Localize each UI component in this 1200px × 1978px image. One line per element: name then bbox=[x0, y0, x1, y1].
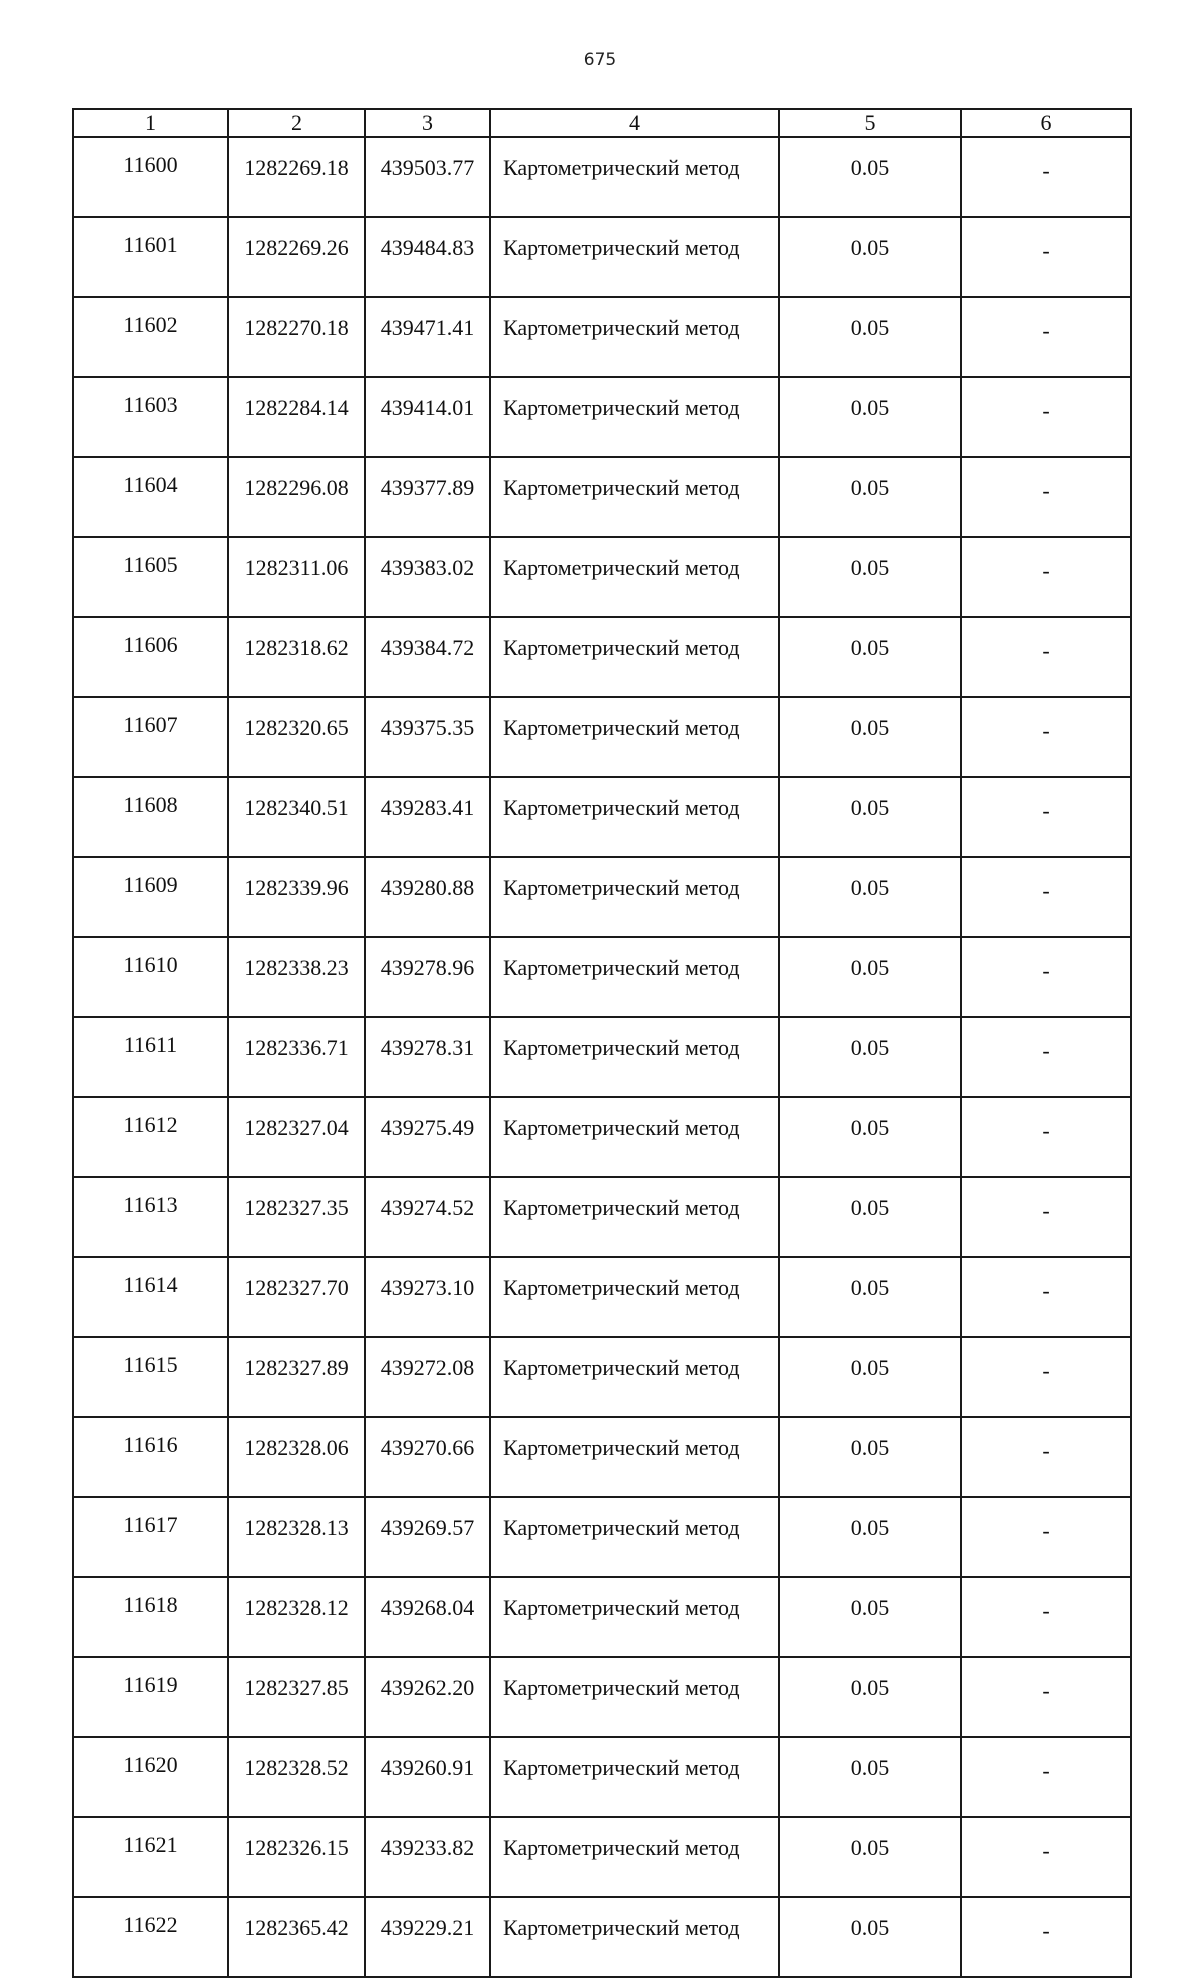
x-coordinate-cell: 1282270.18 bbox=[228, 297, 365, 377]
point-number-cell: 11618 bbox=[73, 1577, 228, 1657]
y-coordinate-cell: 439377.89 bbox=[365, 457, 490, 537]
point-number-cell: 11617 bbox=[73, 1497, 228, 1577]
point-number-cell: 11604 bbox=[73, 457, 228, 537]
table-row bbox=[73, 1097, 1131, 1177]
table-row bbox=[73, 1017, 1131, 1097]
y-coordinate-cell: 439280.88 bbox=[365, 857, 490, 937]
method-cell: Картометрический метод bbox=[490, 1257, 779, 1337]
y-coordinate-cell: 439278.96 bbox=[365, 937, 490, 1017]
method-cell: Картометрический метод bbox=[490, 217, 779, 297]
note-cell: - bbox=[961, 1337, 1131, 1417]
note-cell: - bbox=[961, 1257, 1131, 1337]
note-cell: - bbox=[961, 1177, 1131, 1257]
method-cell: Картометрический метод bbox=[490, 537, 779, 617]
note-cell: - bbox=[961, 1897, 1131, 1977]
x-coordinate-cell: 1282318.62 bbox=[228, 617, 365, 697]
table-row bbox=[73, 777, 1131, 857]
note-cell: - bbox=[961, 537, 1131, 617]
table-row bbox=[73, 937, 1131, 1017]
y-coordinate-cell: 439283.41 bbox=[365, 777, 490, 857]
table-row bbox=[73, 697, 1131, 777]
error-cell: 0.05 bbox=[779, 1657, 961, 1737]
method-cell: Картометрический метод bbox=[490, 457, 779, 537]
table-row bbox=[73, 537, 1131, 617]
x-coordinate-cell: 1282311.06 bbox=[228, 537, 365, 617]
x-coordinate-cell: 1282269.26 bbox=[228, 217, 365, 297]
coordinates-table bbox=[72, 108, 1132, 1978]
note-cell: - bbox=[961, 857, 1131, 937]
header-col-6: 6 bbox=[961, 109, 1131, 137]
method-cell: Картометрический метод bbox=[490, 137, 779, 217]
point-number-cell: 11603 bbox=[73, 377, 228, 457]
x-coordinate-cell: 1282320.65 bbox=[228, 697, 365, 777]
x-coordinate-cell: 1282340.51 bbox=[228, 777, 365, 857]
point-number-cell: 11608 bbox=[73, 777, 228, 857]
note-cell: - bbox=[961, 1817, 1131, 1897]
header-col-4: 4 bbox=[490, 109, 779, 137]
x-coordinate-cell: 1282365.42 bbox=[228, 1897, 365, 1977]
note-cell: - bbox=[961, 937, 1131, 1017]
error-cell: 0.05 bbox=[779, 1417, 961, 1497]
y-coordinate-cell: 439273.10 bbox=[365, 1257, 490, 1337]
method-cell: Картометрический метод bbox=[490, 297, 779, 377]
error-cell: 0.05 bbox=[779, 1177, 961, 1257]
point-number-cell: 11601 bbox=[73, 217, 228, 297]
point-number-cell: 11605 bbox=[73, 537, 228, 617]
table-row bbox=[73, 377, 1131, 457]
method-cell: Картометрический метод bbox=[490, 617, 779, 697]
point-number-cell: 11616 bbox=[73, 1417, 228, 1497]
note-cell: - bbox=[961, 1097, 1131, 1177]
y-coordinate-cell: 439275.49 bbox=[365, 1097, 490, 1177]
error-cell: 0.05 bbox=[779, 537, 961, 617]
table-row bbox=[73, 457, 1131, 537]
note-cell: - bbox=[961, 377, 1131, 457]
y-coordinate-cell: 439272.08 bbox=[365, 1337, 490, 1417]
error-cell: 0.05 bbox=[779, 1257, 961, 1337]
table-row bbox=[73, 1257, 1131, 1337]
point-number-cell: 11619 bbox=[73, 1657, 228, 1737]
table-row bbox=[73, 1497, 1131, 1577]
error-cell: 0.05 bbox=[779, 1097, 961, 1177]
y-coordinate-cell: 439383.02 bbox=[365, 537, 490, 617]
table-row bbox=[73, 1577, 1131, 1657]
method-cell: Картометрический метод bbox=[490, 1097, 779, 1177]
method-cell: Картометрический метод bbox=[490, 1577, 779, 1657]
point-number-cell: 11613 bbox=[73, 1177, 228, 1257]
point-number-cell: 11614 bbox=[73, 1257, 228, 1337]
note-cell: - bbox=[961, 297, 1131, 377]
error-cell: 0.05 bbox=[779, 1577, 961, 1657]
x-coordinate-cell: 1282328.13 bbox=[228, 1497, 365, 1577]
x-coordinate-cell: 1282336.71 bbox=[228, 1017, 365, 1097]
point-number-cell: 11622 bbox=[73, 1897, 228, 1977]
note-cell: - bbox=[961, 1017, 1131, 1097]
point-number-cell: 11621 bbox=[73, 1817, 228, 1897]
point-number-cell: 11610 bbox=[73, 937, 228, 1017]
x-coordinate-cell: 1282328.52 bbox=[228, 1737, 365, 1817]
error-cell: 0.05 bbox=[779, 377, 961, 457]
error-cell: 0.05 bbox=[779, 777, 961, 857]
note-cell: - bbox=[961, 1497, 1131, 1577]
header-col-5: 5 bbox=[779, 109, 961, 137]
point-number-cell: 11620 bbox=[73, 1737, 228, 1817]
error-cell: 0.05 bbox=[779, 1737, 961, 1817]
page-number: 675 bbox=[583, 50, 617, 70]
y-coordinate-cell: 439233.82 bbox=[365, 1817, 490, 1897]
y-coordinate-cell: 439274.52 bbox=[365, 1177, 490, 1257]
point-number-cell: 11611 bbox=[73, 1017, 228, 1097]
error-cell: 0.05 bbox=[779, 697, 961, 777]
error-cell: 0.05 bbox=[779, 1337, 961, 1417]
table-row bbox=[73, 857, 1131, 937]
note-cell: - bbox=[961, 1577, 1131, 1657]
method-cell: Картометрический метод bbox=[490, 1177, 779, 1257]
y-coordinate-cell: 439471.41 bbox=[365, 297, 490, 377]
y-coordinate-cell: 439270.66 bbox=[365, 1417, 490, 1497]
note-cell: - bbox=[961, 1737, 1131, 1817]
x-coordinate-cell: 1282327.89 bbox=[228, 1337, 365, 1417]
method-cell: Картометрический метод bbox=[490, 1337, 779, 1417]
method-cell: Картометрический метод bbox=[490, 377, 779, 457]
method-cell: Картометрический метод bbox=[490, 777, 779, 857]
note-cell: - bbox=[961, 777, 1131, 857]
table-body bbox=[73, 137, 1131, 1977]
header-col-2: 2 bbox=[228, 109, 365, 137]
point-number-cell: 11615 bbox=[73, 1337, 228, 1417]
note-cell: - bbox=[961, 217, 1131, 297]
method-cell: Картометрический метод bbox=[490, 1017, 779, 1097]
point-number-cell: 11606 bbox=[73, 617, 228, 697]
x-coordinate-cell: 1282326.15 bbox=[228, 1817, 365, 1897]
x-coordinate-cell: 1282339.96 bbox=[228, 857, 365, 937]
x-coordinate-cell: 1282328.06 bbox=[228, 1417, 365, 1497]
error-cell: 0.05 bbox=[779, 1497, 961, 1577]
x-coordinate-cell: 1282269.18 bbox=[228, 137, 365, 217]
table-row bbox=[73, 1817, 1131, 1897]
method-cell: Картометрический метод bbox=[490, 697, 779, 777]
note-cell: - bbox=[961, 1417, 1131, 1497]
note-cell: - bbox=[961, 697, 1131, 777]
table-row bbox=[73, 1897, 1131, 1977]
error-cell: 0.05 bbox=[779, 1897, 961, 1977]
table-row bbox=[73, 1737, 1131, 1817]
method-cell: Картометрический метод bbox=[490, 1417, 779, 1497]
y-coordinate-cell: 439268.04 bbox=[365, 1577, 490, 1657]
point-number-cell: 11607 bbox=[73, 697, 228, 777]
x-coordinate-cell: 1282327.85 bbox=[228, 1657, 365, 1737]
table-row bbox=[73, 217, 1131, 297]
method-cell: Картометрический метод bbox=[490, 1657, 779, 1737]
point-number-cell: 11609 bbox=[73, 857, 228, 937]
error-cell: 0.05 bbox=[779, 1817, 961, 1897]
y-coordinate-cell: 439262.20 bbox=[365, 1657, 490, 1737]
y-coordinate-cell: 439229.21 bbox=[365, 1897, 490, 1977]
method-cell: Картометрический метод bbox=[490, 1817, 779, 1897]
error-cell: 0.05 bbox=[779, 937, 961, 1017]
note-cell: - bbox=[961, 1657, 1131, 1737]
method-cell: Картометрический метод bbox=[490, 1737, 779, 1817]
y-coordinate-cell: 439375.35 bbox=[365, 697, 490, 777]
table-row bbox=[73, 137, 1131, 217]
header-col-3: 3 bbox=[365, 109, 490, 137]
x-coordinate-cell: 1282327.35 bbox=[228, 1177, 365, 1257]
method-cell: Картометрический метод bbox=[490, 937, 779, 1017]
method-cell: Картометрический метод bbox=[490, 1897, 779, 1977]
x-coordinate-cell: 1282327.70 bbox=[228, 1257, 365, 1337]
y-coordinate-cell: 439260.91 bbox=[365, 1737, 490, 1817]
method-cell: Картометрический метод bbox=[490, 857, 779, 937]
table-row bbox=[73, 1337, 1131, 1417]
header-col-1: 1 bbox=[73, 109, 228, 137]
note-cell: - bbox=[961, 617, 1131, 697]
table-row bbox=[73, 297, 1131, 377]
x-coordinate-cell: 1282284.14 bbox=[228, 377, 365, 457]
y-coordinate-cell: 439414.01 bbox=[365, 377, 490, 457]
point-number-cell: 11602 bbox=[73, 297, 228, 377]
error-cell: 0.05 bbox=[779, 457, 961, 537]
y-coordinate-cell: 439269.57 bbox=[365, 1497, 490, 1577]
note-cell: - bbox=[961, 457, 1131, 537]
y-coordinate-cell: 439384.72 bbox=[365, 617, 490, 697]
y-coordinate-cell: 439278.31 bbox=[365, 1017, 490, 1097]
error-cell: 0.05 bbox=[779, 137, 961, 217]
x-coordinate-cell: 1282296.08 bbox=[228, 457, 365, 537]
table-row bbox=[73, 1177, 1131, 1257]
point-number-cell: 11612 bbox=[73, 1097, 228, 1177]
point-number-cell: 11600 bbox=[73, 137, 228, 217]
method-cell: Картометрический метод bbox=[490, 1497, 779, 1577]
x-coordinate-cell: 1282327.04 bbox=[228, 1097, 365, 1177]
x-coordinate-cell: 1282328.12 bbox=[228, 1577, 365, 1657]
note-cell: - bbox=[961, 137, 1131, 217]
table-row bbox=[73, 617, 1131, 697]
error-cell: 0.05 bbox=[779, 1017, 961, 1097]
error-cell: 0.05 bbox=[779, 297, 961, 377]
error-cell: 0.05 bbox=[779, 857, 961, 937]
error-cell: 0.05 bbox=[779, 217, 961, 297]
y-coordinate-cell: 439484.83 bbox=[365, 217, 490, 297]
error-cell: 0.05 bbox=[779, 617, 961, 697]
header-row bbox=[73, 109, 1131, 137]
table-row bbox=[73, 1417, 1131, 1497]
x-coordinate-cell: 1282338.23 bbox=[228, 937, 365, 1017]
y-coordinate-cell: 439503.77 bbox=[365, 137, 490, 217]
table-row bbox=[73, 1657, 1131, 1737]
